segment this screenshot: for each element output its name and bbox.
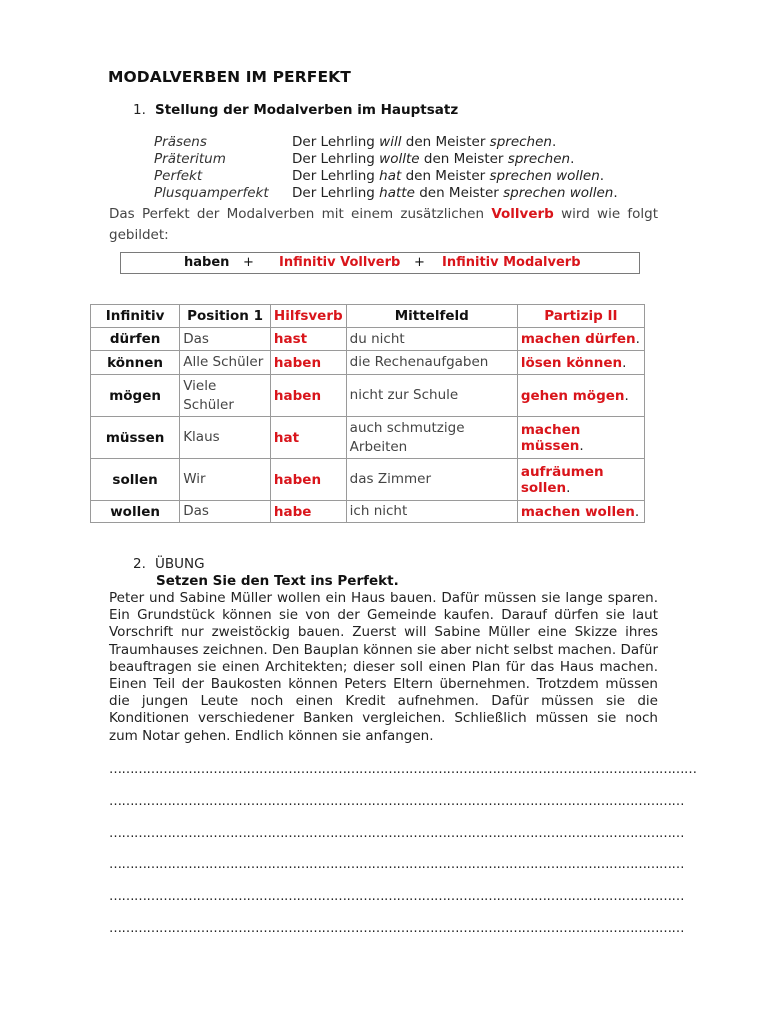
column-header: Hilfsverb — [270, 305, 346, 328]
cell-infinitiv: sollen — [91, 459, 180, 501]
tense-sentence: Der Lehrling hatte den Meister sprechen wollen. — [292, 185, 618, 201]
tense-sentence: Der Lehrling wollte den Meister sprechen. — [292, 151, 575, 167]
tense-row — [154, 168, 618, 185]
cell-infinitiv: müssen — [91, 417, 180, 459]
tense-sentence: Der Lehrling hat den Meister sprechen wollen. — [292, 168, 605, 184]
cell-hilfsverb: hast — [270, 328, 346, 351]
column-header: Position 1 — [180, 305, 271, 328]
tense-row — [154, 185, 618, 202]
modal-verb-table — [90, 304, 645, 523]
cell-mittelfeld: auch schmutzige Arbeiten — [346, 417, 517, 459]
cell-mittelfeld: nicht zur Schule — [346, 375, 517, 417]
cell-hilfsverb: habe — [270, 501, 346, 523]
formula-box — [120, 252, 640, 274]
tense-row — [154, 151, 618, 168]
formula-infinitiv-vollverb: Infinitiv Vollverb — [279, 255, 401, 270]
cell-hilfsverb: haben — [270, 375, 346, 417]
formula-plus: + — [243, 255, 254, 270]
page-title: MODALVERBEN IM PERFEKT — [108, 68, 351, 86]
cell-partizip: gehen mögen. — [517, 375, 644, 417]
cell-mittelfeld: du nicht — [346, 328, 517, 351]
cell-position1: Viele Schüler — [180, 375, 271, 417]
table-header-row — [91, 305, 645, 328]
cell-position1: Alle Schüler — [180, 351, 271, 375]
table-row — [91, 375, 645, 417]
formula-plus: + — [414, 255, 425, 270]
answer-line[interactable]: ………………………………………………………………………………………………………………………… — [109, 921, 684, 936]
cell-partizip: machen dürfen. — [517, 328, 644, 351]
cell-partizip: lösen können. — [517, 351, 644, 375]
section-1-heading — [133, 102, 458, 118]
column-header: Infinitiv — [91, 305, 180, 328]
tense-name: Präteritum — [154, 151, 226, 167]
table-row — [91, 328, 645, 351]
cell-hilfsverb: hat — [270, 417, 346, 459]
column-header: Partizip II — [517, 305, 644, 328]
tense-list — [154, 134, 618, 202]
cell-hilfsverb: haben — [270, 459, 346, 501]
cell-partizip: aufräumen sollen. — [517, 459, 644, 501]
answer-line[interactable]: ………………………………………………………………………………………………………………………… — [109, 794, 684, 809]
answer-line[interactable]: ………………………………………………………………………………………………………………………… — [109, 826, 684, 841]
tense-row — [154, 134, 618, 151]
section-2-title: ÜBUNG — [155, 556, 205, 572]
cell-mittelfeld: das Zimmer — [346, 459, 517, 501]
exercise-instruction: Setzen Sie den Text ins Perfekt. — [156, 573, 399, 589]
answer-line[interactable]: …………………………………………………………………………………………………………………………… — [109, 762, 697, 777]
cell-infinitiv: wollen — [91, 501, 180, 523]
table-row — [91, 501, 645, 523]
section-1-title: Stellung der Modalverben im Hauptsatz — [155, 102, 459, 118]
cell-position1: Wir — [180, 459, 271, 501]
cell-position1: Das — [180, 328, 271, 351]
cell-infinitiv: mögen — [91, 375, 180, 417]
cell-position1: Klaus — [180, 417, 271, 459]
cell-partizip: machen wollen. — [517, 501, 644, 523]
formula-haben: haben — [184, 255, 230, 270]
cell-infinitiv: dürfen — [91, 328, 180, 351]
tense-name: Plusquamperfekt — [154, 185, 269, 201]
tense-sentence: Der Lehrling will den Meister sprechen. — [292, 134, 557, 150]
tense-name: Perfekt — [154, 168, 203, 184]
cell-mittelfeld: ich nicht — [346, 501, 517, 523]
cell-infinitiv: können — [91, 351, 180, 375]
table-row — [91, 417, 645, 459]
table-row — [91, 459, 645, 501]
column-header: Mittelfeld — [346, 305, 517, 328]
section-1-number: 1. — [133, 102, 146, 118]
section-2-number: 2. — [133, 556, 146, 572]
vollverb-highlight: Vollverb — [491, 206, 554, 222]
answer-line[interactable]: ………………………………………………………………………………………………………………………… — [109, 889, 684, 904]
cell-mittelfeld: die Rechenaufgaben — [346, 351, 517, 375]
explanation-paragraph: Das Perfekt der Modalverben mit einem zusätzlichen Vollverb wird wie folgt gebildet: — [109, 206, 659, 243]
tense-name: Präsens — [154, 134, 207, 150]
cell-hilfsverb: haben — [270, 351, 346, 375]
cell-partizip: machen müssen. — [517, 417, 644, 459]
exercise-text: Peter und Sabine Müller wollen ein Haus bauen. Dafür müssen sie lange sparen. Ein Grundstück können sie von der Gemeinde kaufen. Darauf dürfen sie laut Vorschrift nur zweistöckig bauen. Zuerst will Sabine Müller eine Skizze ihres Traumhauses zeichnen. Den Bauplan können sie aber nicht selbst machen. Dafür beauftragen sie einen Architekten; dieser soll einen Plan für das Haus machen. Einen Teil der Baukosten können Peters Eltern übernehmen. Trotzdem müssen die jungen Leute noch einen Kredit aufnehmen. Dafür müssen sie die Konditionen verschiedener Banken vergleichen. Schließlich müssen sie noch zum Notar gehen. Endlich können sie anfangen. — [109, 590, 658, 744]
section-2-heading — [133, 556, 205, 572]
formula-infinitiv-modalverb: Infinitiv Modalverb — [442, 255, 581, 270]
cell-position1: Das — [180, 501, 271, 523]
answer-line[interactable]: ………………………………………………………………………………………………………………………… — [109, 857, 684, 872]
table-row — [91, 351, 645, 375]
